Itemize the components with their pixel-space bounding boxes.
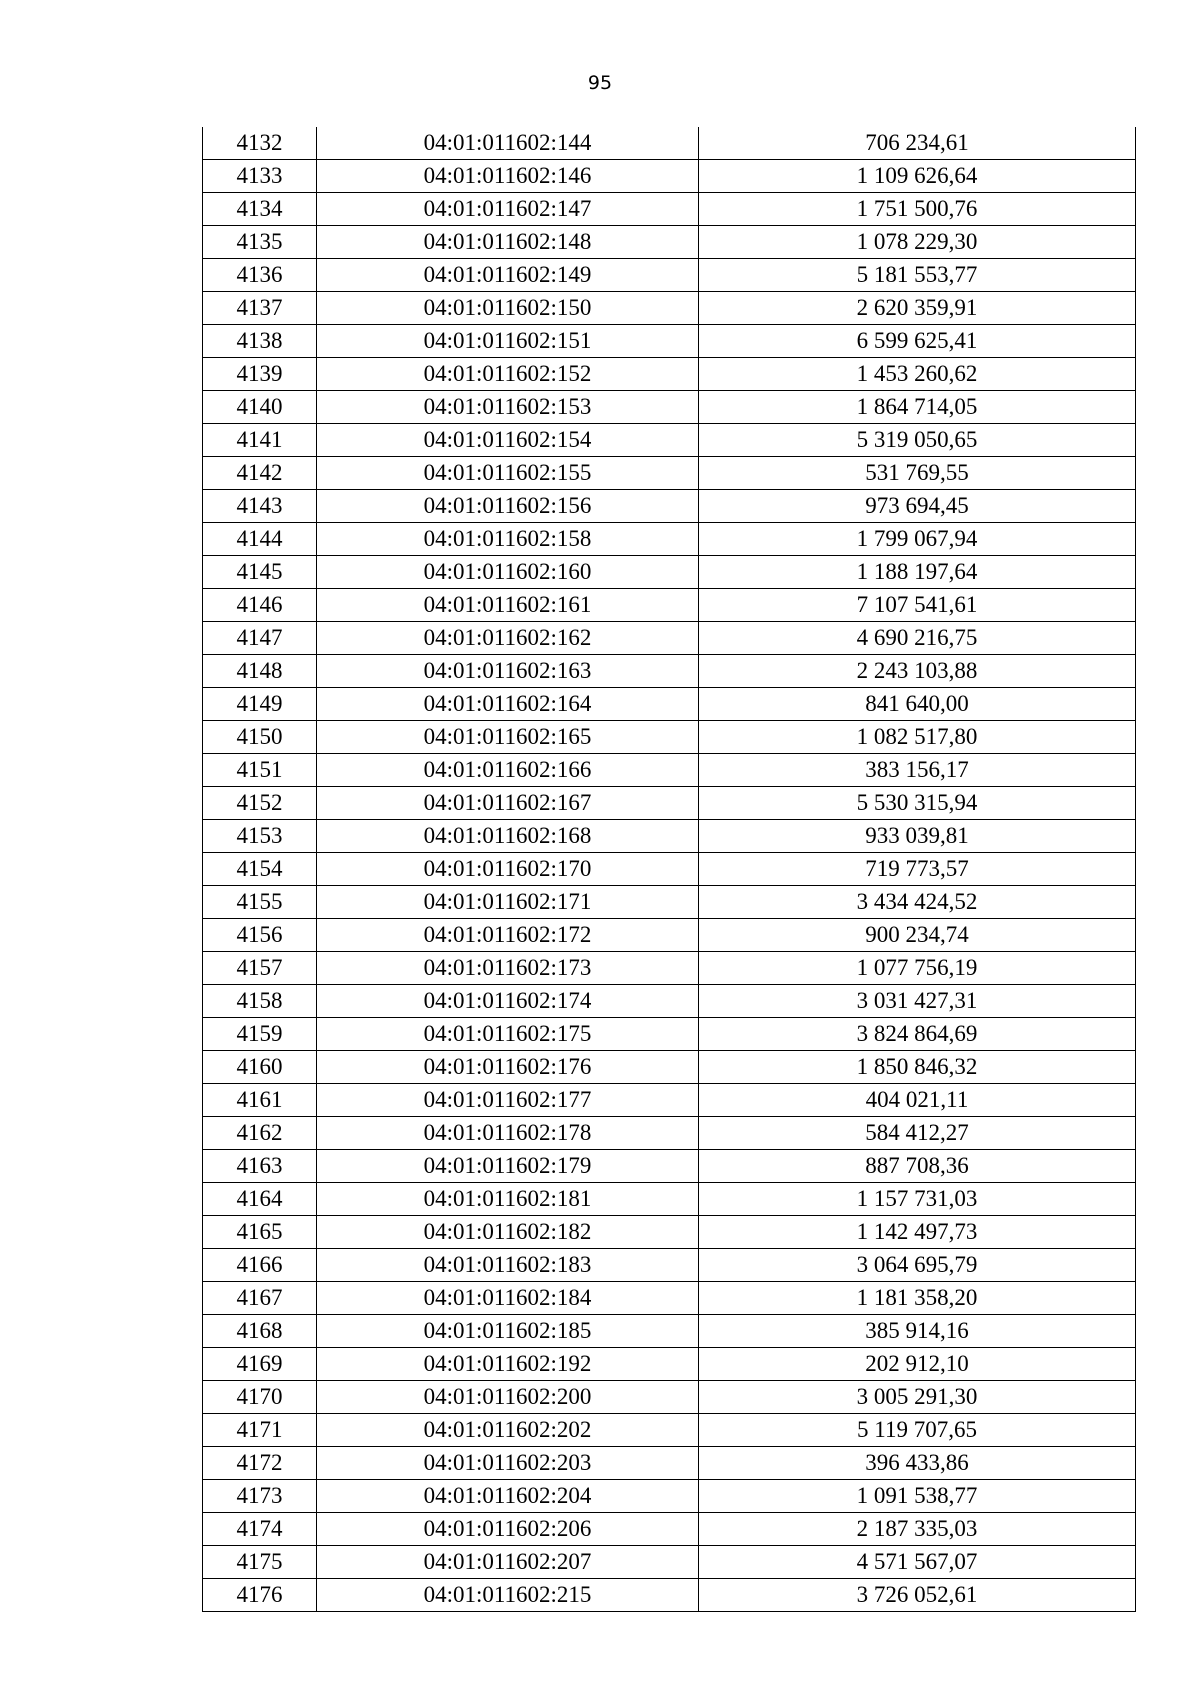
row-number-cell: 4167	[203, 1282, 317, 1315]
row-number-cell: 4132	[203, 127, 317, 160]
table-row	[203, 589, 1136, 622]
table-row	[203, 1183, 1136, 1216]
row-number-cell: 4143	[203, 490, 317, 523]
cadastral-number-cell: 04:01:011602:184	[317, 1282, 699, 1315]
table-row	[203, 391, 1136, 424]
cadastral-number-cell: 04:01:011602:182	[317, 1216, 699, 1249]
table-row	[203, 1051, 1136, 1084]
cadastral-value-cell: 396 433,86	[699, 1447, 1136, 1480]
cadastral-number-cell: 04:01:011602:160	[317, 556, 699, 589]
cadastral-number-cell: 04:01:011602:153	[317, 391, 699, 424]
row-number-cell: 4139	[203, 358, 317, 391]
row-number-cell: 4157	[203, 952, 317, 985]
cadastral-value-cell: 3 031 427,31	[699, 985, 1136, 1018]
row-number-cell: 4135	[203, 226, 317, 259]
cadastral-number-cell: 04:01:011602:183	[317, 1249, 699, 1282]
row-number-cell: 4149	[203, 688, 317, 721]
cadastral-number-cell: 04:01:011602:152	[317, 358, 699, 391]
table-row	[203, 358, 1136, 391]
table-row	[203, 523, 1136, 556]
cadastral-value-cell: 404 021,11	[699, 1084, 1136, 1117]
cadastral-value-cell: 841 640,00	[699, 688, 1136, 721]
cadastral-value-cell: 2 243 103,88	[699, 655, 1136, 688]
cadastral-number-cell: 04:01:011602:185	[317, 1315, 699, 1348]
cadastral-number-cell: 04:01:011602:155	[317, 457, 699, 490]
cadastral-number-cell: 04:01:011602:162	[317, 622, 699, 655]
cadastral-value-cell: 2 187 335,03	[699, 1513, 1136, 1546]
row-number-cell: 4158	[203, 985, 317, 1018]
row-number-cell: 4169	[203, 1348, 317, 1381]
table-row	[203, 655, 1136, 688]
cadastral-value-cell: 5 530 315,94	[699, 787, 1136, 820]
table-row	[203, 490, 1136, 523]
cadastral-value-cell: 5 181 553,77	[699, 259, 1136, 292]
cadastral-value-table	[202, 127, 1136, 1612]
cadastral-number-cell: 04:01:011602:177	[317, 1084, 699, 1117]
table-row	[203, 1150, 1136, 1183]
row-number-cell: 4155	[203, 886, 317, 919]
cadastral-value-cell: 1 799 067,94	[699, 523, 1136, 556]
cadastral-value-cell: 3 434 424,52	[699, 886, 1136, 919]
table-row	[203, 688, 1136, 721]
cadastral-value-cell: 887 708,36	[699, 1150, 1136, 1183]
table-row	[203, 160, 1136, 193]
row-number-cell: 4151	[203, 754, 317, 787]
table-row	[203, 457, 1136, 490]
cadastral-number-cell: 04:01:011602:166	[317, 754, 699, 787]
cadastral-number-cell: 04:01:011602:176	[317, 1051, 699, 1084]
cadastral-value-cell: 706 234,61	[699, 127, 1136, 160]
row-number-cell: 4140	[203, 391, 317, 424]
row-number-cell: 4166	[203, 1249, 317, 1282]
table-row	[203, 787, 1136, 820]
row-number-cell: 4141	[203, 424, 317, 457]
table-row	[203, 1513, 1136, 1546]
row-number-cell: 4138	[203, 325, 317, 358]
table-row	[203, 853, 1136, 886]
cadastral-value-cell: 531 769,55	[699, 457, 1136, 490]
table-row	[203, 820, 1136, 853]
table-row	[203, 1480, 1136, 1513]
table-row	[203, 259, 1136, 292]
table-row	[203, 1282, 1136, 1315]
cadastral-number-cell: 04:01:011602:147	[317, 193, 699, 226]
cadastral-number-cell: 04:01:011602:202	[317, 1414, 699, 1447]
table-row	[203, 754, 1136, 787]
table-row	[203, 1084, 1136, 1117]
cadastral-value-cell: 385 914,16	[699, 1315, 1136, 1348]
cadastral-value-cell: 1 109 626,64	[699, 160, 1136, 193]
cadastral-number-cell: 04:01:011602:174	[317, 985, 699, 1018]
table-row	[203, 1579, 1136, 1612]
cadastral-value-cell: 584 412,27	[699, 1117, 1136, 1150]
cadastral-value-cell: 3 064 695,79	[699, 1249, 1136, 1282]
table-row	[203, 1315, 1136, 1348]
cadastral-value-cell: 1 751 500,76	[699, 193, 1136, 226]
table-body	[203, 127, 1136, 1612]
cadastral-value-cell: 7 107 541,61	[699, 589, 1136, 622]
row-number-cell: 4150	[203, 721, 317, 754]
page-number: 95	[587, 72, 613, 94]
row-number-cell: 4171	[203, 1414, 317, 1447]
cadastral-value-cell: 383 156,17	[699, 754, 1136, 787]
table-row	[203, 1018, 1136, 1051]
cadastral-number-cell: 04:01:011602:163	[317, 655, 699, 688]
table-row	[203, 622, 1136, 655]
cadastral-value-cell: 1 157 731,03	[699, 1183, 1136, 1216]
cadastral-value-cell: 1 082 517,80	[699, 721, 1136, 754]
cadastral-value-cell: 3 005 291,30	[699, 1381, 1136, 1414]
row-number-cell: 4154	[203, 853, 317, 886]
cadastral-number-cell: 04:01:011602:179	[317, 1150, 699, 1183]
cadastral-number-cell: 04:01:011602:204	[317, 1480, 699, 1513]
row-number-cell: 4173	[203, 1480, 317, 1513]
table-row	[203, 919, 1136, 952]
row-number-cell: 4172	[203, 1447, 317, 1480]
cadastral-value-cell: 4 690 216,75	[699, 622, 1136, 655]
cadastral-value-cell: 1 077 756,19	[699, 952, 1136, 985]
row-number-cell: 4145	[203, 556, 317, 589]
table-row	[203, 1249, 1136, 1282]
table-row	[203, 127, 1136, 160]
table-row	[203, 886, 1136, 919]
cadastral-number-cell: 04:01:011602:151	[317, 325, 699, 358]
cadastral-value-cell: 933 039,81	[699, 820, 1136, 853]
row-number-cell: 4153	[203, 820, 317, 853]
cadastral-number-cell: 04:01:011602:164	[317, 688, 699, 721]
cadastral-number-cell: 04:01:011602:181	[317, 1183, 699, 1216]
table-row	[203, 1414, 1136, 1447]
row-number-cell: 4136	[203, 259, 317, 292]
table-row	[203, 1216, 1136, 1249]
row-number-cell: 4133	[203, 160, 317, 193]
row-number-cell: 4152	[203, 787, 317, 820]
row-number-cell: 4142	[203, 457, 317, 490]
table-row	[203, 721, 1136, 754]
cadastral-number-cell: 04:01:011602:148	[317, 226, 699, 259]
cadastral-value-cell: 5 319 050,65	[699, 424, 1136, 457]
cadastral-value-cell: 1 142 497,73	[699, 1216, 1136, 1249]
cadastral-number-cell: 04:01:011602:165	[317, 721, 699, 754]
table-row	[203, 1447, 1136, 1480]
cadastral-number-cell: 04:01:011602:171	[317, 886, 699, 919]
table-row	[203, 1546, 1136, 1579]
row-number-cell: 4156	[203, 919, 317, 952]
table-row	[203, 1348, 1136, 1381]
cadastral-number-cell: 04:01:011602:192	[317, 1348, 699, 1381]
cadastral-number-cell: 04:01:011602:206	[317, 1513, 699, 1546]
row-number-cell: 4161	[203, 1084, 317, 1117]
cadastral-number-cell: 04:01:011602:154	[317, 424, 699, 457]
cadastral-number-cell: 04:01:011602:144	[317, 127, 699, 160]
cadastral-value-cell: 1 453 260,62	[699, 358, 1136, 391]
cadastral-number-cell: 04:01:011602:170	[317, 853, 699, 886]
table-row	[203, 985, 1136, 1018]
cadastral-number-cell: 04:01:011602:200	[317, 1381, 699, 1414]
table-row	[203, 292, 1136, 325]
cadastral-number-cell: 04:01:011602:167	[317, 787, 699, 820]
row-number-cell: 4134	[203, 193, 317, 226]
cadastral-value-cell: 1 864 714,05	[699, 391, 1136, 424]
row-number-cell: 4176	[203, 1579, 317, 1612]
cadastral-number-cell: 04:01:011602:161	[317, 589, 699, 622]
cadastral-number-cell: 04:01:011602:173	[317, 952, 699, 985]
cadastral-value-cell: 3 726 052,61	[699, 1579, 1136, 1612]
table-row	[203, 1117, 1136, 1150]
row-number-cell: 4163	[203, 1150, 317, 1183]
row-number-cell: 4174	[203, 1513, 317, 1546]
cadastral-number-cell: 04:01:011602:203	[317, 1447, 699, 1480]
cadastral-value-cell: 1 091 538,77	[699, 1480, 1136, 1513]
table-row	[203, 226, 1136, 259]
table-row	[203, 193, 1136, 226]
cadastral-value-cell: 1 850 846,32	[699, 1051, 1136, 1084]
row-number-cell: 4147	[203, 622, 317, 655]
row-number-cell: 4168	[203, 1315, 317, 1348]
cadastral-number-cell: 04:01:011602:215	[317, 1579, 699, 1612]
table-row	[203, 1381, 1136, 1414]
row-number-cell: 4164	[203, 1183, 317, 1216]
cadastral-value-cell: 1 181 358,20	[699, 1282, 1136, 1315]
row-number-cell: 4170	[203, 1381, 317, 1414]
cadastral-number-cell: 04:01:011602:172	[317, 919, 699, 952]
row-number-cell: 4175	[203, 1546, 317, 1579]
cadastral-value-cell: 900 234,74	[699, 919, 1136, 952]
cadastral-value-cell: 4 571 567,07	[699, 1546, 1136, 1579]
row-number-cell: 4146	[203, 589, 317, 622]
cadastral-value-cell: 1 188 197,64	[699, 556, 1136, 589]
cadastral-number-cell: 04:01:011602:168	[317, 820, 699, 853]
cadastral-number-cell: 04:01:011602:175	[317, 1018, 699, 1051]
row-number-cell: 4165	[203, 1216, 317, 1249]
table-row	[203, 325, 1136, 358]
cadastral-value-cell: 2 620 359,91	[699, 292, 1136, 325]
cadastral-number-cell: 04:01:011602:150	[317, 292, 699, 325]
row-number-cell: 4162	[203, 1117, 317, 1150]
row-number-cell: 4144	[203, 523, 317, 556]
table-row	[203, 424, 1136, 457]
row-number-cell: 4148	[203, 655, 317, 688]
row-number-cell: 4160	[203, 1051, 317, 1084]
cadastral-value-cell: 1 078 229,30	[699, 226, 1136, 259]
cadastral-number-cell: 04:01:011602:156	[317, 490, 699, 523]
cadastral-number-cell: 04:01:011602:149	[317, 259, 699, 292]
cadastral-value-cell: 719 773,57	[699, 853, 1136, 886]
row-number-cell: 4137	[203, 292, 317, 325]
table-row	[203, 952, 1136, 985]
cadastral-value-cell: 6 599 625,41	[699, 325, 1136, 358]
cadastral-number-cell: 04:01:011602:146	[317, 160, 699, 193]
table-row	[203, 556, 1136, 589]
cadastral-value-cell: 3 824 864,69	[699, 1018, 1136, 1051]
cadastral-value-cell: 5 119 707,65	[699, 1414, 1136, 1447]
row-number-cell: 4159	[203, 1018, 317, 1051]
cadastral-number-cell: 04:01:011602:178	[317, 1117, 699, 1150]
cadastral-number-cell: 04:01:011602:207	[317, 1546, 699, 1579]
cadastral-value-cell: 202 912,10	[699, 1348, 1136, 1381]
cadastral-value-cell: 973 694,45	[699, 490, 1136, 523]
cadastral-number-cell: 04:01:011602:158	[317, 523, 699, 556]
